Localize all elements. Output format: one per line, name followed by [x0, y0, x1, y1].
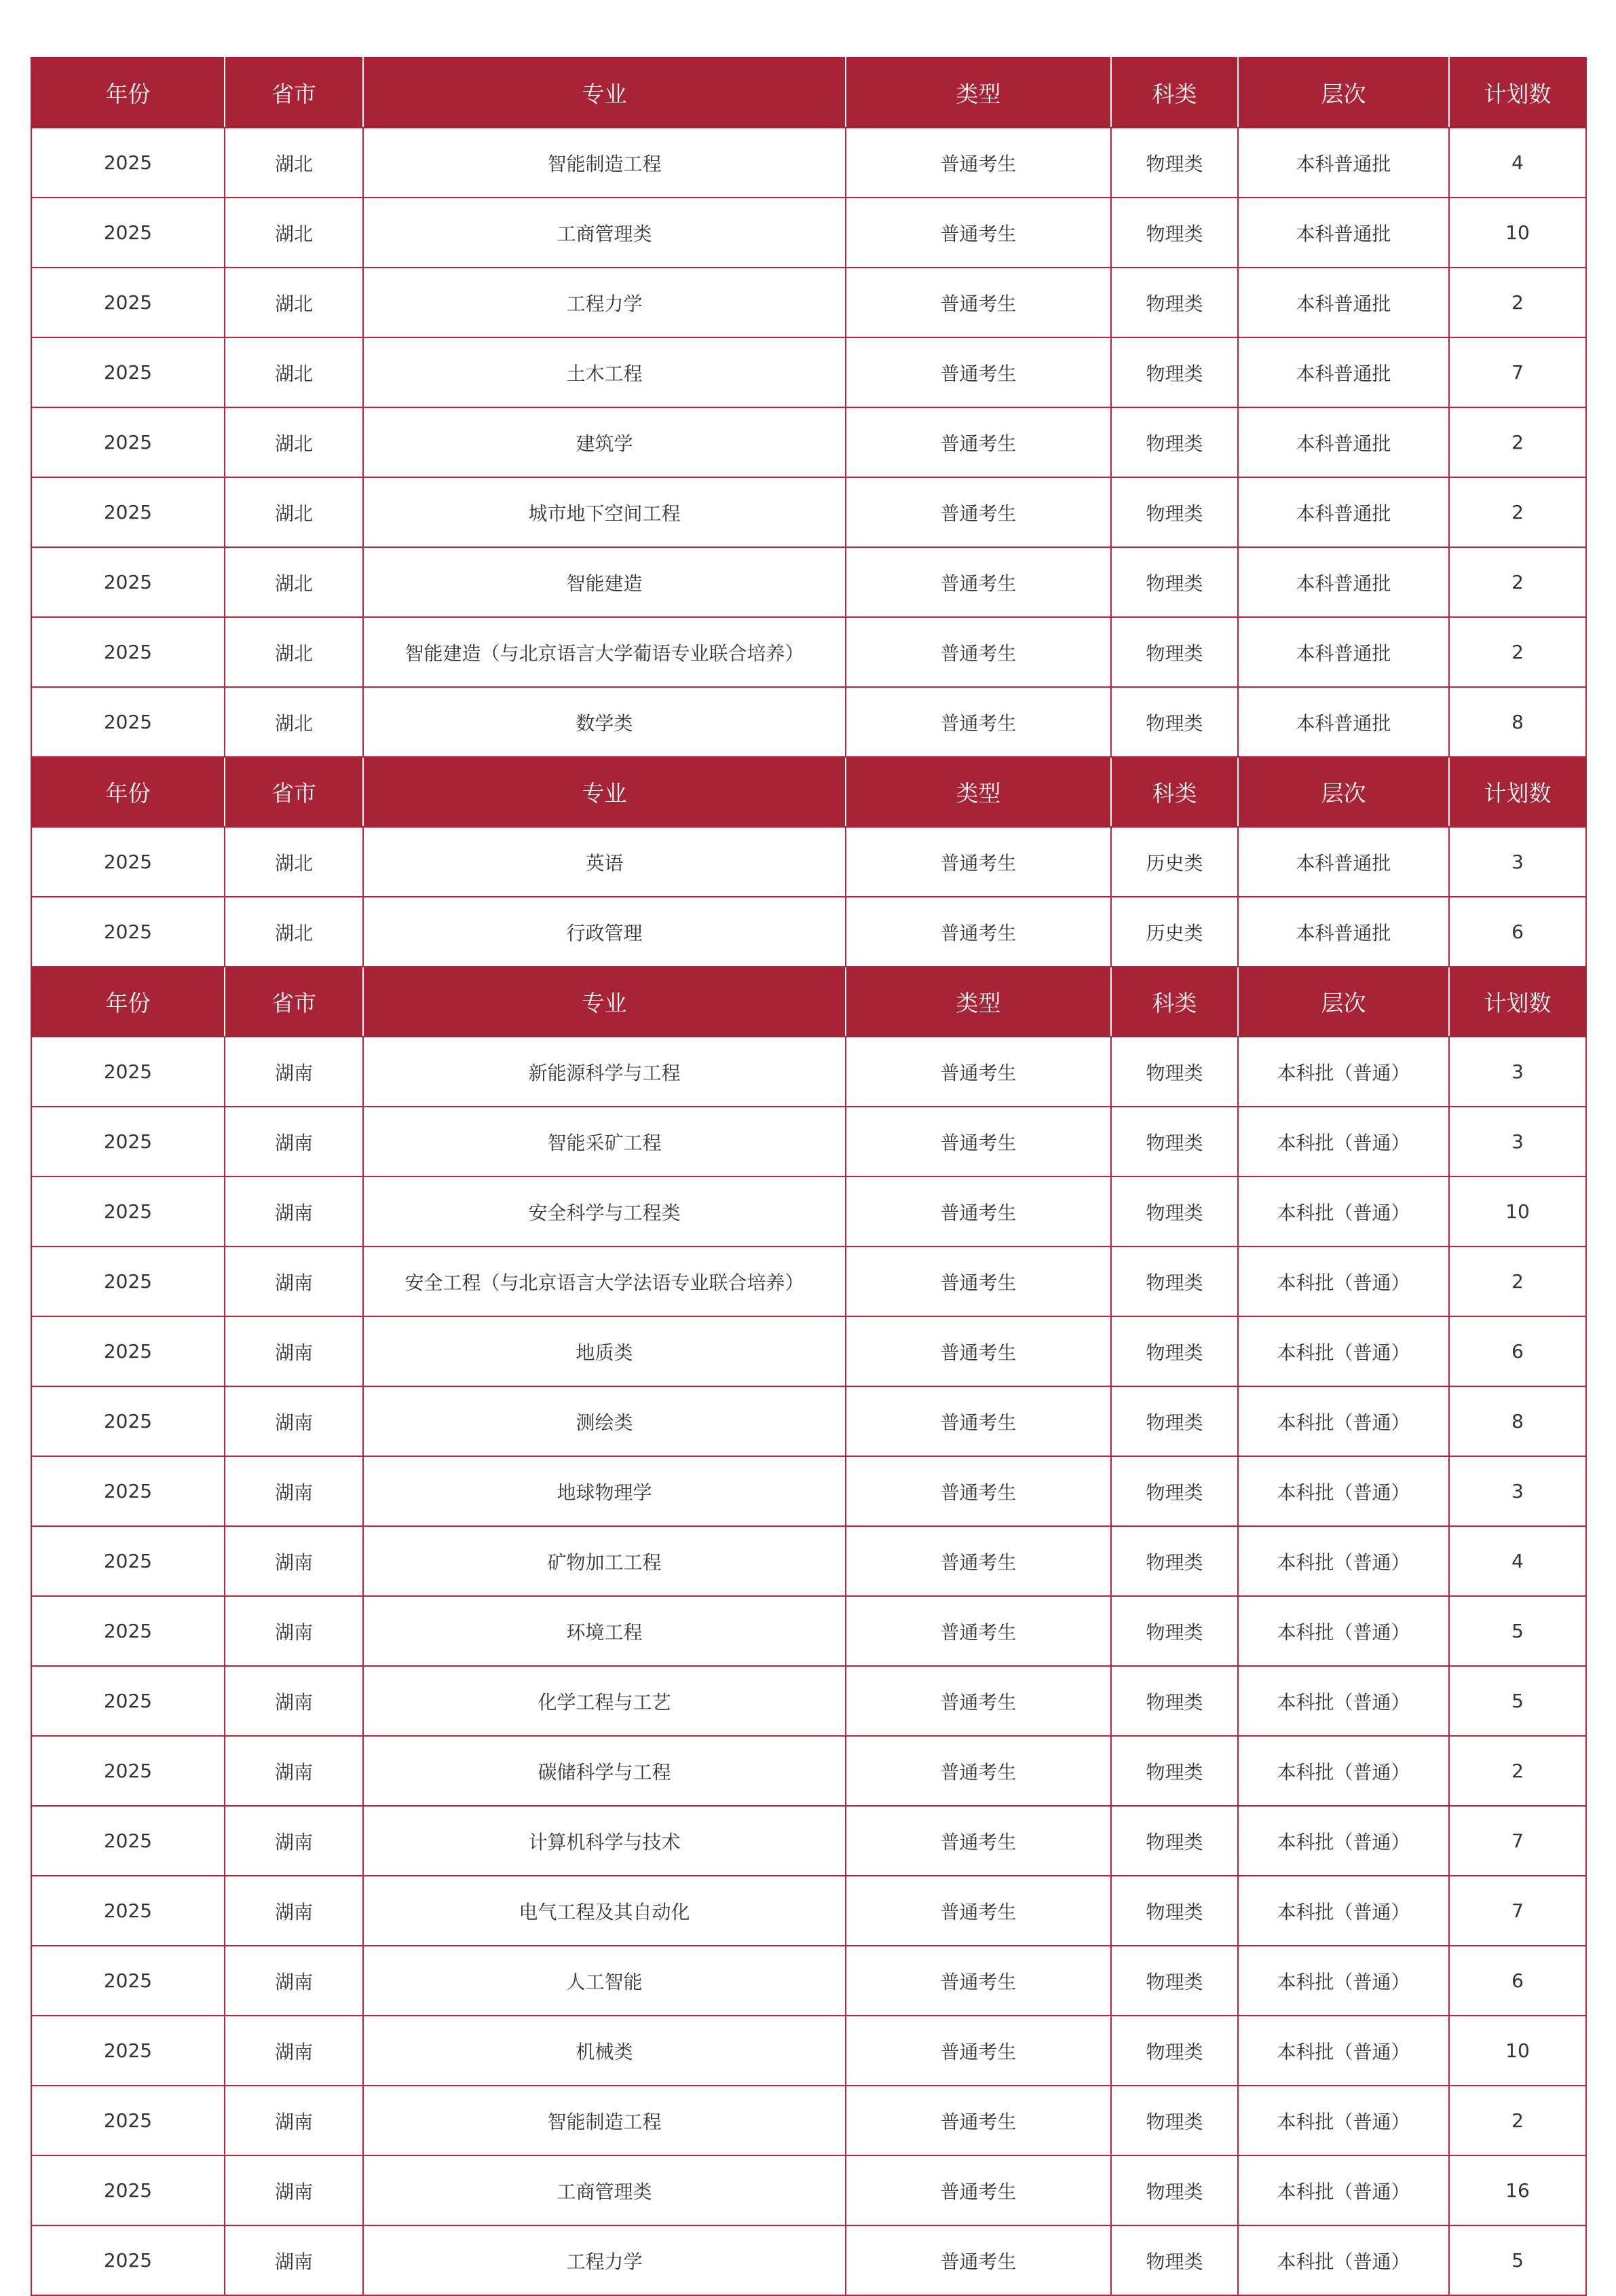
cell-plan-count: 5: [1449, 1666, 1586, 1736]
cell-subject-category: 物理类: [1111, 547, 1238, 617]
cell-subject-category: 历史类: [1111, 827, 1238, 897]
cell-province: 湖北: [225, 128, 363, 198]
cell-candidate-type: 普通考生: [846, 1666, 1111, 1736]
cell-plan-count: 16: [1449, 2155, 1586, 2225]
cell-province: 湖南: [225, 1246, 363, 1316]
table-row: [31, 1666, 1586, 1736]
table-row: [31, 1596, 1586, 1666]
cell-candidate-type: 普通考生: [846, 1946, 1111, 2016]
cell-plan-count: 2: [1449, 1736, 1586, 1806]
cell-batch-level: 本科批（普通）: [1238, 2225, 1449, 2295]
cell-province: 湖北: [225, 897, 363, 967]
header-cell-candidate-type: 类型: [846, 58, 1111, 128]
cell-plan-count: 2: [1449, 477, 1586, 547]
header-cell-plan-count: 计划数: [1449, 967, 1586, 1037]
header-cell-province: 省市: [225, 967, 363, 1037]
cell-candidate-type: 普通考生: [846, 1386, 1111, 1456]
cell-candidate-type: 普通考生: [846, 617, 1111, 687]
header-cell-plan-count: 计划数: [1449, 757, 1586, 827]
cell-plan-count: 10: [1449, 1177, 1586, 1246]
cell-province: 湖南: [225, 1386, 363, 1456]
table-body: [31, 58, 1586, 2295]
table-row: [31, 687, 1586, 757]
cell-province: 湖北: [225, 198, 363, 267]
cell-batch-level: 本科普通批: [1238, 687, 1449, 757]
cell-major: 智能制造工程: [363, 128, 846, 198]
table-row: [31, 547, 1586, 617]
cell-subject-category: 物理类: [1111, 1526, 1238, 1596]
table-header-row: [31, 967, 1586, 1037]
cell-plan-count: 10: [1449, 2016, 1586, 2086]
table-row: [31, 1946, 1586, 2016]
cell-province: 湖南: [225, 1666, 363, 1736]
cell-candidate-type: 普通考生: [846, 1736, 1111, 1806]
cell-major: 新能源科学与工程: [363, 1037, 846, 1107]
admission-plan-table: [31, 57, 1587, 2296]
cell-subject-category: 物理类: [1111, 1666, 1238, 1736]
cell-subject-category: 物理类: [1111, 477, 1238, 547]
cell-year: 2025: [31, 2225, 225, 2295]
cell-year: 2025: [31, 1666, 225, 1736]
cell-subject-category: 物理类: [1111, 687, 1238, 757]
cell-plan-count: 2: [1449, 267, 1586, 337]
cell-plan-count: 8: [1449, 687, 1586, 757]
cell-plan-count: 10: [1449, 198, 1586, 267]
cell-plan-count: 2: [1449, 547, 1586, 617]
cell-province: 湖南: [225, 1456, 363, 1526]
cell-plan-count: 8: [1449, 1386, 1586, 1456]
cell-province: 湖北: [225, 477, 363, 547]
cell-province: 湖南: [225, 2086, 363, 2155]
cell-major: 工商管理类: [363, 2155, 846, 2225]
cell-candidate-type: 普通考生: [846, 2086, 1111, 2155]
cell-candidate-type: 普通考生: [846, 1876, 1111, 1946]
cell-subject-category: 物理类: [1111, 1386, 1238, 1456]
cell-province: 湖北: [225, 617, 363, 687]
table-row: [31, 617, 1586, 687]
cell-province: 湖南: [225, 2016, 363, 2086]
table-row: [31, 1736, 1586, 1806]
cell-batch-level: 本科普通批: [1238, 198, 1449, 267]
cell-year: 2025: [31, 1596, 225, 1666]
cell-year: 2025: [31, 337, 225, 407]
cell-candidate-type: 普通考生: [846, 1107, 1111, 1177]
cell-plan-count: 6: [1449, 1316, 1586, 1386]
cell-province: 湖北: [225, 547, 363, 617]
cell-plan-count: 3: [1449, 1107, 1586, 1177]
cell-year: 2025: [31, 1107, 225, 1177]
cell-candidate-type: 普通考生: [846, 198, 1111, 267]
table-row: [31, 827, 1586, 897]
cell-plan-count: 2: [1449, 407, 1586, 477]
header-cell-year: 年份: [31, 757, 225, 827]
header-cell-year: 年份: [31, 967, 225, 1037]
cell-batch-level: 本科批（普通）: [1238, 1316, 1449, 1386]
table-header-row: [31, 757, 1586, 827]
cell-batch-level: 本科批（普通）: [1238, 1876, 1449, 1946]
cell-plan-count: 5: [1449, 1596, 1586, 1666]
cell-batch-level: 本科批（普通）: [1238, 1456, 1449, 1526]
table-row: [31, 2016, 1586, 2086]
cell-major: 工程力学: [363, 2225, 846, 2295]
cell-candidate-type: 普通考生: [846, 1177, 1111, 1246]
cell-province: 湖南: [225, 1316, 363, 1386]
cell-province: 湖南: [225, 1177, 363, 1246]
cell-major: 计算机科学与技术: [363, 1806, 846, 1876]
cell-candidate-type: 普通考生: [846, 2016, 1111, 2086]
cell-candidate-type: 普通考生: [846, 267, 1111, 337]
cell-major: 智能制造工程: [363, 2086, 846, 2155]
header-cell-year: 年份: [31, 58, 225, 128]
cell-batch-level: 本科普通批: [1238, 337, 1449, 407]
cell-subject-category: 物理类: [1111, 1177, 1238, 1246]
cell-year: 2025: [31, 1876, 225, 1946]
header-cell-candidate-type: 类型: [846, 757, 1111, 827]
cell-subject-category: 物理类: [1111, 1456, 1238, 1526]
table-row: [31, 1246, 1586, 1316]
cell-year: 2025: [31, 2086, 225, 2155]
cell-year: 2025: [31, 617, 225, 687]
cell-candidate-type: 普通考生: [846, 407, 1111, 477]
cell-subject-category: 物理类: [1111, 1246, 1238, 1316]
cell-candidate-type: 普通考生: [846, 337, 1111, 407]
cell-major: 建筑学: [363, 407, 846, 477]
cell-major: 土木工程: [363, 337, 846, 407]
cell-subject-category: 物理类: [1111, 1316, 1238, 1386]
cell-major: 工程力学: [363, 267, 846, 337]
cell-batch-level: 本科普通批: [1238, 128, 1449, 198]
cell-candidate-type: 普通考生: [846, 2225, 1111, 2295]
cell-plan-count: 7: [1449, 1806, 1586, 1876]
cell-plan-count: 7: [1449, 1876, 1586, 1946]
cell-major: 安全工程（与北京语言大学法语专业联合培养）: [363, 1246, 846, 1316]
cell-province: 湖南: [225, 1876, 363, 1946]
cell-major: 测绘类: [363, 1386, 846, 1456]
cell-major: 数学类: [363, 687, 846, 757]
cell-batch-level: 本科批（普通）: [1238, 1037, 1449, 1107]
cell-subject-category: 物理类: [1111, 1107, 1238, 1177]
cell-candidate-type: 普通考生: [846, 1596, 1111, 1666]
cell-batch-level: 本科普通批: [1238, 477, 1449, 547]
header-cell-major: 专业: [363, 757, 846, 827]
cell-major: 城市地下空间工程: [363, 477, 846, 547]
header-cell-subject-category: 科类: [1111, 757, 1238, 827]
header-cell-subject-category: 科类: [1111, 58, 1238, 128]
cell-batch-level: 本科批（普通）: [1238, 1177, 1449, 1246]
cell-year: 2025: [31, 687, 225, 757]
cell-batch-level: 本科批（普通）: [1238, 1946, 1449, 2016]
cell-batch-level: 本科批（普通）: [1238, 1596, 1449, 1666]
cell-subject-category: 物理类: [1111, 1037, 1238, 1107]
cell-plan-count: 2: [1449, 2086, 1586, 2155]
table-row: [31, 1526, 1586, 1596]
cell-major: 行政管理: [363, 897, 846, 967]
cell-plan-count: 6: [1449, 897, 1586, 967]
table-row: [31, 267, 1586, 337]
cell-batch-level: 本科普通批: [1238, 407, 1449, 477]
cell-subject-category: 物理类: [1111, 1736, 1238, 1806]
cell-province: 湖北: [225, 687, 363, 757]
cell-subject-category: 物理类: [1111, 128, 1238, 198]
cell-major: 碳储科学与工程: [363, 1736, 846, 1806]
cell-batch-level: 本科批（普通）: [1238, 1526, 1449, 1596]
cell-major: 地球物理学: [363, 1456, 846, 1526]
cell-year: 2025: [31, 1946, 225, 2016]
cell-candidate-type: 普通考生: [846, 1806, 1111, 1876]
cell-batch-level: 本科批（普通）: [1238, 1806, 1449, 1876]
cell-year: 2025: [31, 827, 225, 897]
cell-major: 环境工程: [363, 1596, 846, 1666]
cell-province: 湖北: [225, 407, 363, 477]
cell-year: 2025: [31, 1037, 225, 1107]
table-row: [31, 1806, 1586, 1876]
cell-candidate-type: 普通考生: [846, 897, 1111, 967]
cell-subject-category: 物理类: [1111, 2086, 1238, 2155]
cell-province: 湖南: [225, 1946, 363, 2016]
cell-major: 安全科学与工程类: [363, 1177, 846, 1246]
cell-plan-count: 4: [1449, 1526, 1586, 1596]
table-row: [31, 1386, 1586, 1456]
cell-batch-level: 本科普通批: [1238, 827, 1449, 897]
cell-candidate-type: 普通考生: [846, 1316, 1111, 1386]
cell-year: 2025: [31, 128, 225, 198]
cell-province: 湖南: [225, 1526, 363, 1596]
cell-year: 2025: [31, 1526, 225, 1596]
cell-batch-level: 本科批（普通）: [1238, 1386, 1449, 1456]
cell-subject-category: 物理类: [1111, 1946, 1238, 2016]
cell-province: 湖南: [225, 2225, 363, 2295]
cell-candidate-type: 普通考生: [846, 687, 1111, 757]
cell-plan-count: 6: [1449, 1946, 1586, 2016]
cell-major: 智能建造（与北京语言大学葡语专业联合培养）: [363, 617, 846, 687]
table-row: [31, 1456, 1586, 1526]
cell-major: 矿物加工工程: [363, 1526, 846, 1596]
cell-year: 2025: [31, 2155, 225, 2225]
cell-candidate-type: 普通考生: [846, 1037, 1111, 1107]
header-cell-batch-level: 层次: [1238, 757, 1449, 827]
cell-major: 工商管理类: [363, 198, 846, 267]
cell-major: 电气工程及其自动化: [363, 1876, 846, 1946]
cell-candidate-type: 普通考生: [846, 1246, 1111, 1316]
cell-batch-level: 本科批（普通）: [1238, 1736, 1449, 1806]
cell-candidate-type: 普通考生: [846, 2155, 1111, 2225]
table-row: [31, 1876, 1586, 1946]
cell-province: 湖南: [225, 2155, 363, 2225]
cell-batch-level: 本科普通批: [1238, 617, 1449, 687]
cell-batch-level: 本科批（普通）: [1238, 1246, 1449, 1316]
cell-year: 2025: [31, 477, 225, 547]
cell-batch-level: 本科批（普通）: [1238, 2016, 1449, 2086]
header-cell-batch-level: 层次: [1238, 58, 1449, 128]
cell-subject-category: 物理类: [1111, 617, 1238, 687]
cell-batch-level: 本科普通批: [1238, 547, 1449, 617]
cell-subject-category: 物理类: [1111, 2225, 1238, 2295]
table-row: [31, 1037, 1586, 1107]
cell-candidate-type: 普通考生: [846, 547, 1111, 617]
cell-province: 湖南: [225, 1736, 363, 1806]
cell-plan-count: 3: [1449, 1037, 1586, 1107]
cell-batch-level: 本科批（普通）: [1238, 1666, 1449, 1736]
cell-province: 湖北: [225, 827, 363, 897]
header-cell-candidate-type: 类型: [846, 967, 1111, 1037]
table-row: [31, 897, 1586, 967]
cell-province: 湖南: [225, 1806, 363, 1876]
header-cell-province: 省市: [225, 757, 363, 827]
cell-subject-category: 物理类: [1111, 407, 1238, 477]
cell-subject-category: 物理类: [1111, 198, 1238, 267]
table-header-row: [31, 58, 1586, 128]
header-cell-plan-count: 计划数: [1449, 58, 1586, 128]
cell-year: 2025: [31, 1316, 225, 1386]
cell-batch-level: 本科批（普通）: [1238, 2086, 1449, 2155]
cell-candidate-type: 普通考生: [846, 827, 1111, 897]
header-cell-subject-category: 科类: [1111, 967, 1238, 1037]
cell-year: 2025: [31, 1806, 225, 1876]
table-row: [31, 2086, 1586, 2155]
cell-subject-category: 物理类: [1111, 1806, 1238, 1876]
cell-major: 智能采矿工程: [363, 1107, 846, 1177]
cell-year: 2025: [31, 1386, 225, 1456]
cell-subject-category: 物理类: [1111, 1876, 1238, 1946]
cell-batch-level: 本科普通批: [1238, 267, 1449, 337]
cell-major: 人工智能: [363, 1946, 846, 2016]
table-row: [31, 1107, 1586, 1177]
cell-plan-count: 2: [1449, 617, 1586, 687]
cell-year: 2025: [31, 1456, 225, 1526]
header-cell-major: 专业: [363, 967, 846, 1037]
cell-year: 2025: [31, 198, 225, 267]
cell-year: 2025: [31, 1177, 225, 1246]
table-row: [31, 1177, 1586, 1246]
cell-subject-category: 物理类: [1111, 2155, 1238, 2225]
cell-major: 化学工程与工艺: [363, 1666, 846, 1736]
cell-subject-category: 物理类: [1111, 1596, 1238, 1666]
cell-batch-level: 本科普通批: [1238, 897, 1449, 967]
cell-candidate-type: 普通考生: [846, 128, 1111, 198]
table-row: [31, 198, 1586, 267]
cell-subject-category: 历史类: [1111, 897, 1238, 967]
table-row: [31, 128, 1586, 198]
table-row: [31, 2225, 1586, 2295]
cell-candidate-type: 普通考生: [846, 477, 1111, 547]
table-row: [31, 1316, 1586, 1386]
cell-subject-category: 物理类: [1111, 337, 1238, 407]
cell-year: 2025: [31, 267, 225, 337]
header-cell-batch-level: 层次: [1238, 967, 1449, 1037]
cell-major: 地质类: [363, 1316, 846, 1386]
cell-major: 机械类: [363, 2016, 846, 2086]
cell-batch-level: 本科批（普通）: [1238, 2155, 1449, 2225]
cell-province: 湖北: [225, 267, 363, 337]
cell-year: 2025: [31, 407, 225, 477]
cell-plan-count: 3: [1449, 827, 1586, 897]
cell-year: 2025: [31, 2016, 225, 2086]
cell-major: 智能建造: [363, 547, 846, 617]
table-row: [31, 477, 1586, 547]
cell-province: 湖南: [225, 1107, 363, 1177]
cell-plan-count: 7: [1449, 337, 1586, 407]
cell-year: 2025: [31, 547, 225, 617]
table-row: [31, 407, 1586, 477]
cell-subject-category: 物理类: [1111, 267, 1238, 337]
table-row: [31, 337, 1586, 407]
cell-plan-count: 2: [1449, 1246, 1586, 1316]
cell-candidate-type: 普通考生: [846, 1526, 1111, 1596]
cell-province: 湖北: [225, 337, 363, 407]
cell-plan-count: 5: [1449, 2225, 1586, 2295]
cell-year: 2025: [31, 1736, 225, 1806]
cell-year: 2025: [31, 897, 225, 967]
header-cell-province: 省市: [225, 58, 363, 128]
cell-batch-level: 本科批（普通）: [1238, 1107, 1449, 1177]
cell-candidate-type: 普通考生: [846, 1456, 1111, 1526]
cell-province: 湖南: [225, 1596, 363, 1666]
cell-plan-count: 3: [1449, 1456, 1586, 1526]
table-row: [31, 2155, 1586, 2225]
cell-year: 2025: [31, 1246, 225, 1316]
cell-province: 湖南: [225, 1037, 363, 1107]
cell-major: 英语: [363, 827, 846, 897]
cell-plan-count: 4: [1449, 128, 1586, 198]
header-cell-major: 专业: [363, 58, 846, 128]
cell-subject-category: 物理类: [1111, 2016, 1238, 2086]
